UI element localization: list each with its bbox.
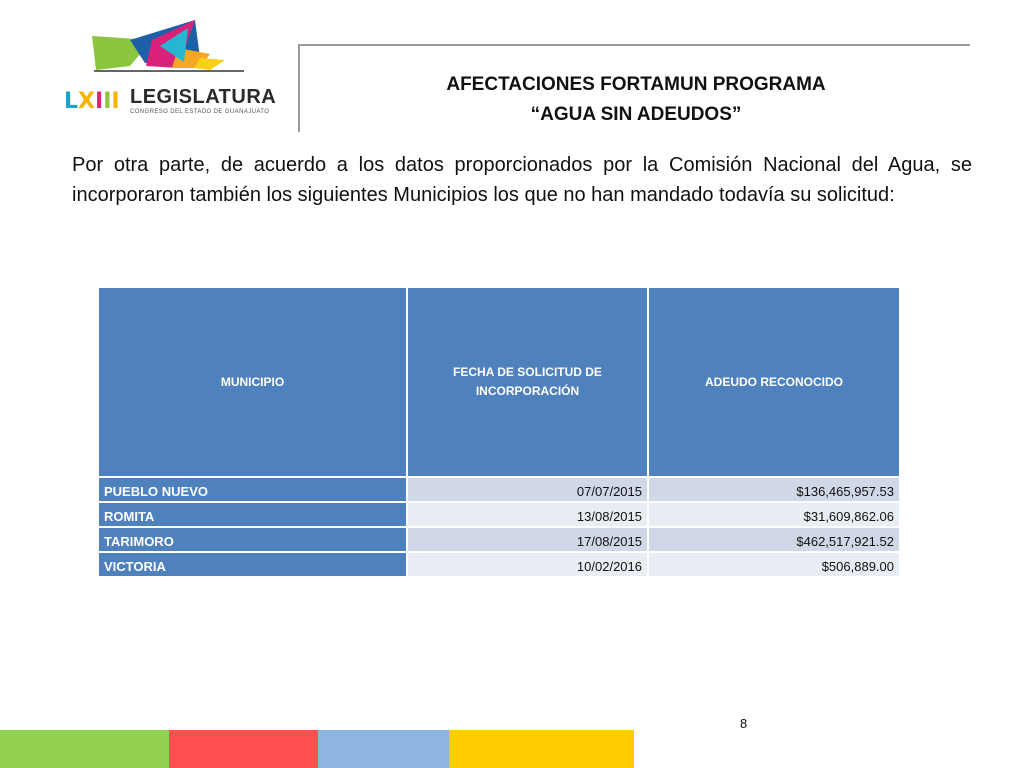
cell-adeudo: $506,889.00 bbox=[648, 552, 900, 577]
logo-name: LEGISLATURA bbox=[130, 86, 277, 108]
cell-adeudo: $31,609,862.06 bbox=[648, 502, 900, 527]
footer-bar-blue bbox=[318, 730, 449, 768]
header-municipio: MUNICIPIO bbox=[98, 287, 407, 477]
cell-municipio: TARIMORO bbox=[98, 527, 407, 552]
table-row bbox=[98, 552, 900, 577]
table-row bbox=[98, 527, 900, 552]
logo-subtitle: CONGRESO DEL ESTADO DE GUANAJUATO bbox=[130, 109, 270, 115]
cell-fecha: 13/08/2015 bbox=[407, 502, 648, 527]
cell-adeudo: $136,465,957.53 bbox=[648, 477, 900, 502]
footer-bar-green bbox=[0, 730, 169, 768]
table-header-row bbox=[98, 287, 900, 477]
intro-paragraph: Por otra parte, de acuerdo a los datos proporcionados por la Comisión Nacional del Agua, se incorporaron también los siguientes Municipios los que no han mandado todavía su solicitud: bbox=[72, 154, 972, 206]
page-number: 8 bbox=[740, 716, 748, 731]
title-line-1: AFECTACIONES FORTAMUN PROGRAMA bbox=[446, 74, 826, 95]
legislatura-logo bbox=[60, 18, 277, 118]
header-adeudo: ADEUDO RECONOCIDO bbox=[648, 287, 900, 477]
svg-text:LXIII: LXIII bbox=[64, 89, 120, 114]
footer-bar-yellow bbox=[449, 730, 634, 768]
logo-shape-icon bbox=[60, 18, 260, 88]
logo-prefix-icon bbox=[64, 86, 128, 114]
footer-bar-red bbox=[169, 730, 318, 768]
page-title bbox=[300, 70, 972, 130]
header-fecha: FECHA DE SOLICITUD DE INCORPORACIÓN bbox=[407, 287, 648, 477]
cell-adeudo: $462,517,921.52 bbox=[648, 527, 900, 552]
table-row bbox=[98, 502, 900, 527]
cell-fecha: 10/02/2016 bbox=[407, 552, 648, 577]
title-line-2: “AGUA SIN ADEUDOS” bbox=[530, 104, 742, 125]
table-row bbox=[98, 477, 900, 502]
municipios-table bbox=[97, 286, 901, 578]
cell-fecha: 07/07/2015 bbox=[407, 477, 648, 502]
cell-municipio: VICTORIA bbox=[98, 552, 407, 577]
cell-municipio: PUEBLO NUEVO bbox=[98, 477, 407, 502]
cell-fecha: 17/08/2015 bbox=[407, 527, 648, 552]
cell-municipio: ROMITA bbox=[98, 502, 407, 527]
